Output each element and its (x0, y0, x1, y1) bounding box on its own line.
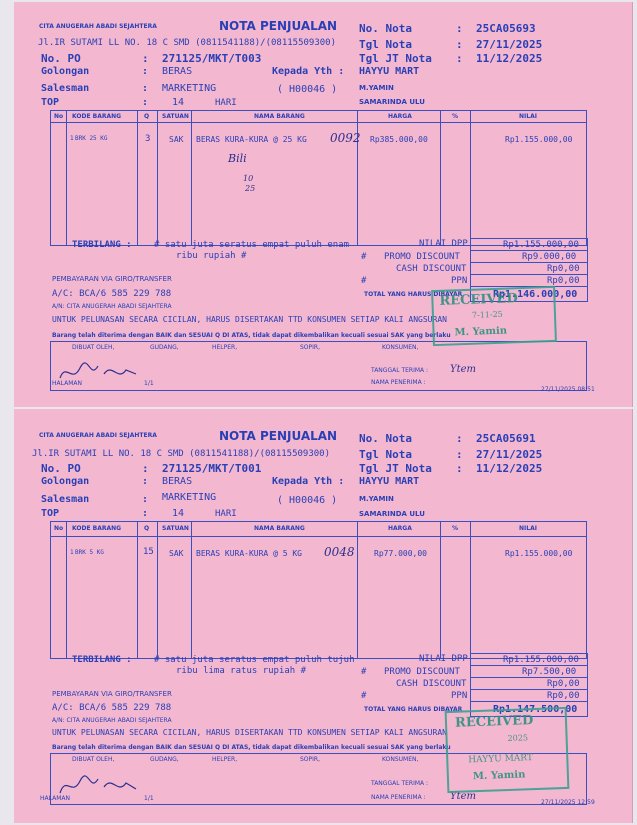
terbilang-text: # satu juta seratus empat puluh enam (154, 240, 350, 250)
table-header-percent: % (452, 113, 459, 120)
kepada-value: HAYYU MART (359, 66, 420, 77)
installment-notice: UNTUK PELUNASAN SECARA CICILAN, HARUS DISERTAKAN TTD KONSUMEN SETIAP KALI ANGSURAN (52, 315, 447, 324)
table-header-q: Q (144, 113, 150, 120)
total-label-ppn: PPN (451, 691, 468, 701)
table-header-percent: % (452, 525, 459, 532)
item-nama: BERAS KURA-KURA @ 25 KG (196, 135, 307, 144)
golongan-label: Golongan (41, 66, 90, 77)
sign-label: HELPER, (212, 756, 238, 763)
item-nama: BERAS KURA-KURA @ 5 KG (196, 549, 302, 558)
item-harga: Rp77.000,00 (374, 549, 427, 558)
salesman-value: MARKETING (162, 492, 217, 503)
sign-label: KONSUMEN, (382, 344, 419, 351)
no-nota-value: 25CA05691 (476, 432, 536, 445)
totals-divider (470, 665, 587, 666)
stamp-name: M. Yamin (454, 325, 508, 339)
column-divider (191, 110, 192, 245)
total-label-dpp: NILAI DPP (419, 654, 468, 664)
total-label-grand: TOTAL YANG HARUS DIBAYAR (364, 291, 463, 298)
stamp-name: M. Yamin (472, 769, 526, 783)
customer-city: SAMARINDA ULU (359, 510, 425, 518)
sign-label: GUDANG, (150, 344, 179, 351)
colon: : (142, 494, 149, 505)
table-header-satuan: SATUAN (162, 525, 189, 532)
column-divider (440, 110, 441, 245)
sign-label: DIBUAT OLEH, (72, 756, 115, 763)
colon: : (142, 52, 149, 65)
stamp-store: HAYYU MART (468, 753, 534, 766)
tgl-jt-label: Tgl JT Nota (359, 52, 432, 65)
stamp-date: 7-11-25 (471, 309, 503, 320)
sign-label: SOPIR, (300, 756, 320, 763)
handwritten-note: Bili (228, 152, 247, 165)
golongan-label: Golongan (41, 476, 90, 487)
no-nota-label: No. Nota (359, 22, 412, 35)
company-name: CITA ANUGERAH ABADI SEJAHTERA (39, 23, 157, 30)
total-value-promo: Rp9.000,00 (522, 252, 577, 262)
colon: : (142, 83, 149, 94)
colon: : (142, 66, 149, 77)
item-no: 1 (70, 549, 74, 556)
total-value-dpp: Rp1.155.000,00 (503, 655, 579, 665)
colon: : (456, 52, 463, 65)
totals-divider (470, 250, 587, 251)
column-divider (66, 521, 67, 658)
totals-divider (470, 262, 587, 263)
printed-at: 27/11/2025 08:51 (541, 386, 595, 393)
table-header-nama: NAMA BARANG (254, 525, 305, 532)
table-header-nilai: NILAI (519, 525, 537, 532)
no-nota-value: 25CA05693 (476, 22, 536, 35)
colon: : (142, 476, 149, 487)
hash: # (361, 276, 367, 286)
table-header-kode: KODE BARANG (72, 113, 122, 120)
customer-city: SAMARINDA ULU (359, 98, 425, 106)
handwritten-receiver: Ytem (450, 791, 477, 802)
totals-divider (470, 677, 587, 678)
received-stamp (431, 286, 557, 346)
total-value-promo: Rp7.500,00 (522, 667, 577, 677)
item-q: 3 (145, 134, 151, 144)
tgl-nota-value: 27/11/2025 (476, 448, 543, 461)
total-value-cash: Rp0,00 (547, 264, 580, 274)
top-unit: HARI (215, 98, 237, 108)
invoice-sheet-2 (14, 409, 633, 823)
goods-note: Barang telah diterima dengan BAIK dan SESUAI Q DI ATAS, tidak dapat dikembalikan kecuali sesuai SAK yang berlaku (52, 332, 451, 339)
table-header-divider (50, 536, 586, 537)
sign-label: KONSUMEN, (382, 756, 419, 763)
terbilang-label: TERBILANG : (72, 240, 132, 250)
totals-divider (470, 701, 587, 702)
table-header-harga: HARGA (388, 113, 412, 120)
colon: : (456, 448, 463, 461)
hash: # (361, 691, 367, 701)
stamp-title: RECEIVED (454, 713, 534, 731)
account-number: A/C: BCA/6 585 229 788 (52, 703, 172, 713)
tgl-nota-label: Tgl Nota (359, 38, 412, 51)
total-label-promo: PROMO DISCOUNT (384, 667, 460, 677)
no-po-label: No. PO (41, 52, 81, 65)
total-value-grand: Rp1.146.000,00 (493, 289, 578, 300)
halaman-value: 1/1 (144, 380, 154, 387)
total-label-cash: CASH DISCOUNT (396, 679, 467, 689)
table-header-nilai: NILAI (519, 113, 537, 120)
hash: # (361, 252, 367, 262)
stamp-title: RECEIVED (439, 291, 518, 309)
top-days: 14 (172, 97, 185, 108)
signature-drawing (54, 354, 144, 388)
column-divider (157, 110, 158, 245)
tanggal-terima-label: TANGGAL TERIMA : (371, 367, 429, 374)
item-satuan: SAK (169, 549, 184, 558)
salesman-value: MARKETING (162, 83, 217, 94)
top-unit: HARI (215, 509, 237, 519)
column-divider (157, 521, 158, 658)
total-label-cash: CASH DISCOUNT (396, 264, 467, 274)
table-header-no: No (54, 113, 64, 120)
nama-penerima-label: NAMA PENERIMA : (371, 379, 426, 386)
table-header-satuan: SATUAN (162, 113, 189, 120)
company-address: Jl.IR SUTAMI LL NO. 18 C SMD (0811541188)/(08115509300) (38, 38, 337, 48)
handwritten-receiver: Ytem (450, 364, 477, 375)
item-kode: BRK 5 KG (75, 549, 104, 556)
tgl-jt-value: 11/12/2025 (476, 52, 543, 65)
terbilang-label: TERBILANG : (72, 655, 132, 665)
payment-label: PEMBAYARAN VIA GIRO/TRANSFER (52, 275, 172, 283)
total-value-ppn: Rp0,00 (547, 691, 580, 701)
tgl-jt-label: Tgl JT Nota (359, 462, 432, 475)
total-value-ppn: Rp0,00 (547, 276, 580, 286)
tgl-nota-value: 27/11/2025 (476, 38, 543, 51)
golongan-value: BERAS (162, 476, 193, 487)
total-value-cash: Rp0,00 (547, 679, 580, 689)
account-number: A/C: BCA/6 585 229 788 (52, 289, 172, 299)
nama-penerima-label: NAMA PENERIMA : (371, 794, 426, 801)
no-po-value: 271125/MKT/T001 (162, 462, 262, 475)
item-no: 1 (70, 135, 74, 142)
table-header-nama: NAMA BARANG (254, 113, 305, 120)
sign-label: DIBUAT OLEH, (72, 344, 115, 351)
customer-name: M.YAMIN (359, 84, 394, 92)
column-divider (191, 521, 192, 658)
sign-label: SOPIR, (300, 344, 320, 351)
received-stamp (445, 707, 570, 793)
column-divider (66, 110, 67, 245)
totals-divider (470, 274, 587, 275)
item-satuan: SAK (169, 135, 184, 144)
signature-drawing (54, 767, 144, 801)
goods-note: Barang telah diterima dengan BAIK dan SESUAI Q DI ATAS, tidak dapat dikembalikan kecuali sesuai SAK yang berlaku (52, 744, 451, 751)
top-days: 14 (172, 508, 185, 519)
total-label-ppn: PPN (451, 276, 468, 286)
table-header-kode: KODE BARANG (72, 525, 122, 532)
terbilang-text: ribu lima ratus rupiah # (176, 666, 307, 676)
colon: : (456, 38, 463, 51)
totals-divider (470, 689, 587, 690)
total-value-grand: Rp1.147.500,00 (493, 704, 578, 715)
table-header-no: No (54, 525, 64, 532)
account-name: A/N: CITA ANUGERAH ABADI SEJAHTERA (52, 303, 172, 310)
printed-at: 27/11/2025 12:59 (541, 799, 595, 806)
item-q: 15 (143, 547, 154, 557)
item-harga: Rp385.000,00 (370, 135, 428, 144)
column-divider (137, 521, 138, 658)
salesman-code: ( H00046 ) (277, 495, 338, 506)
kepada-label: Kepada Yth : (272, 66, 345, 77)
no-po-value: 271125/MKT/T003 (162, 52, 262, 65)
golongan-value: BERAS (162, 66, 193, 77)
colon: : (456, 462, 463, 475)
colon: : (142, 462, 149, 475)
company-address: Jl.IR SUTAMI LL NO. 18 C SMD (0811541188)/(08115509300) (32, 449, 331, 459)
invoice-title: NOTA PENJUALAN (219, 429, 338, 443)
colon: : (456, 432, 463, 445)
table-header-harga: HARGA (388, 525, 412, 532)
column-divider (470, 110, 471, 245)
handwritten-code: 0048 (324, 545, 355, 559)
table-header-divider (50, 122, 586, 123)
items-table (50, 110, 587, 246)
salesman-label: Salesman (41, 83, 90, 94)
salesman-code: ( H00046 ) (277, 84, 338, 95)
kepada-label: Kepada Yth : (272, 476, 345, 487)
column-divider (137, 110, 138, 245)
total-value-dpp: Rp1.155.000,00 (503, 240, 579, 250)
company-name: CITA ANUGERAH ABADI SEJAHTERA (39, 432, 157, 439)
tanggal-terima-label: TANGGAL TERIMA : (371, 780, 429, 787)
colon: : (456, 22, 463, 35)
hash: # (361, 667, 367, 677)
handwritten-code: 0092 (330, 131, 361, 145)
sign-label: GUDANG, (150, 756, 179, 763)
terbilang-text: # satu juta seratus empat puluh tujuh (154, 655, 355, 665)
no-po-label: No. PO (41, 462, 81, 475)
invoice-title: NOTA PENJUALAN (219, 19, 338, 33)
installment-notice: UNTUK PELUNASAN SECARA CICILAN, HARUS DISERTAKAN TTD KONSUMEN SETIAP KALI ANGSURAN (52, 728, 447, 737)
kepada-value: HAYYU MART (359, 476, 420, 487)
halaman-label: HALAMAN (40, 795, 70, 802)
invoice-sheet-1 (14, 2, 633, 407)
item-kode: BRK 25 KG (75, 135, 108, 142)
column-divider (470, 521, 471, 658)
item-nilai: Rp1.155.000,00 (505, 549, 573, 558)
tgl-jt-value: 11/12/2025 (476, 462, 543, 475)
total-label-dpp: NILAI DPP (419, 239, 468, 249)
halaman-label: HALAMAN (52, 380, 82, 387)
column-divider (440, 521, 441, 658)
total-label-promo: PROMO DISCOUNT (384, 252, 460, 262)
table-header-q: Q (144, 525, 150, 532)
stamp-date: 2025 (507, 733, 529, 743)
payment-label: PEMBAYARAN VIA GIRO/TRANSFER (52, 690, 172, 698)
handwritten-note: 10 (243, 174, 254, 183)
colon: : (142, 97, 149, 108)
total-label-grand: TOTAL YANG HARUS DIBAYAR (364, 706, 463, 713)
top-label: TOP (41, 97, 60, 108)
tgl-nota-label: Tgl Nota (359, 448, 412, 461)
salesman-label: Salesman (41, 494, 90, 505)
items-table (50, 521, 587, 659)
halaman-value: 1/1 (144, 795, 154, 802)
account-name: A/N: CITA ANUGERAH ABADI SEJAHTERA (52, 717, 172, 724)
colon: : (142, 508, 149, 519)
column-divider (357, 521, 358, 658)
handwritten-note: 25 (245, 184, 256, 193)
terbilang-text: ribu rupiah # (176, 251, 247, 261)
no-nota-label: No. Nota (359, 432, 412, 445)
sign-label: HELPER, (212, 344, 238, 351)
customer-name: M.YAMIN (359, 495, 394, 503)
top-label: TOP (41, 508, 60, 519)
item-nilai: Rp1.155.000,00 (505, 135, 573, 144)
